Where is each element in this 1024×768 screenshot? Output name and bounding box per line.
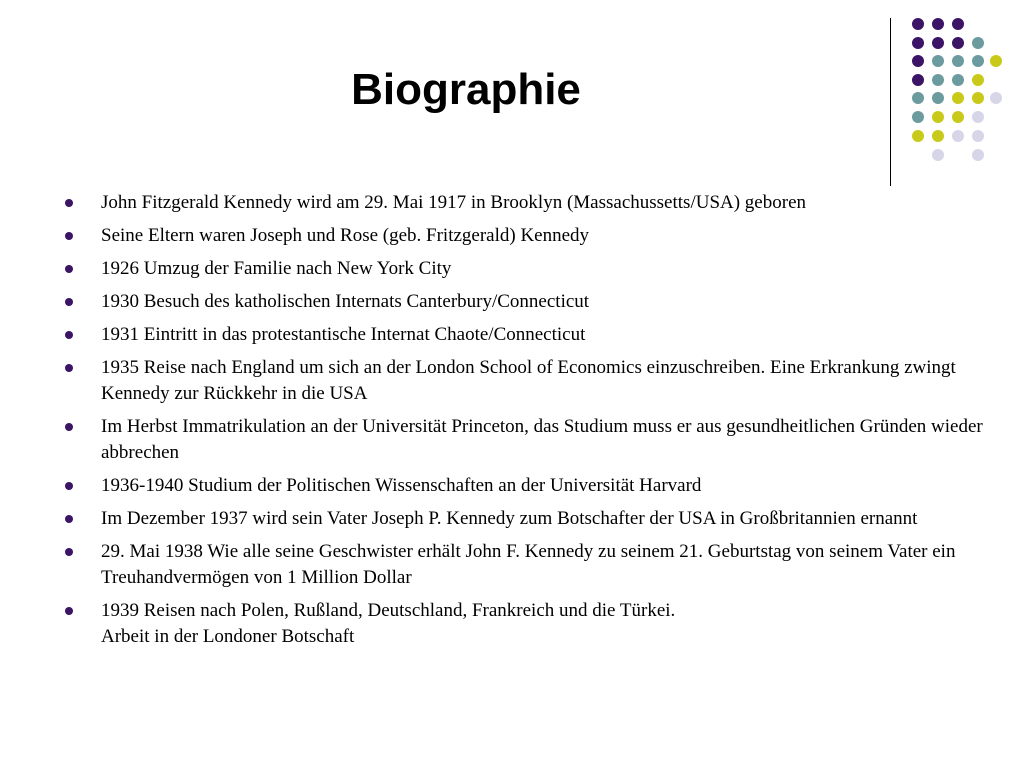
decorative-dot bbox=[952, 37, 964, 49]
bullet-dot-icon bbox=[65, 607, 73, 615]
decorative-dot bbox=[932, 18, 944, 30]
decorative-dot bbox=[952, 55, 964, 67]
decorative-dot bbox=[972, 92, 984, 104]
decorative-dot bbox=[952, 111, 964, 123]
title-divider-line bbox=[890, 18, 891, 186]
bullet-dot-icon bbox=[65, 265, 73, 273]
decorative-dot bbox=[912, 37, 924, 49]
bullet-dot-icon bbox=[65, 482, 73, 490]
bullet-item bbox=[63, 414, 993, 466]
decorative-dot bbox=[990, 55, 1002, 67]
bullet-item bbox=[63, 223, 993, 249]
decorative-dot bbox=[972, 111, 984, 123]
slide-title: Biographie bbox=[351, 65, 581, 114]
decorative-dot bbox=[932, 74, 944, 86]
bullet-item bbox=[63, 506, 993, 532]
decorative-dot bbox=[972, 55, 984, 67]
decorative-dot bbox=[912, 74, 924, 86]
decorative-dot bbox=[932, 111, 944, 123]
decorative-dot bbox=[952, 74, 964, 86]
decorative-dot bbox=[972, 37, 984, 49]
bullet-text: Im Herbst Immatrikulation an der Universität Princeton, das Studium muss er aus gesundheitlichen Gründen wieder abbrechen bbox=[101, 416, 983, 463]
bullet-dot-icon bbox=[65, 199, 73, 207]
bullet-item bbox=[63, 322, 993, 348]
decorative-dot bbox=[932, 149, 944, 161]
decorative-dot bbox=[932, 92, 944, 104]
decorative-dot bbox=[932, 130, 944, 142]
bullet-item bbox=[63, 256, 993, 282]
bullet-text: 1931 Eintritt in das protestantische Internat Chaote/Connecticut bbox=[101, 324, 586, 345]
bullet-dot-icon bbox=[65, 298, 73, 306]
bullet-text: 29. Mai 1938 Wie alle seine Geschwister erhält John F. Kennedy zu seinem 21. Geburtstag von seinem Vater ein Treuhandvermögen von 1 Million Dollar bbox=[101, 541, 956, 588]
decorative-dot bbox=[932, 37, 944, 49]
bullet-item bbox=[63, 190, 993, 216]
decorative-dot bbox=[912, 111, 924, 123]
bullet-item bbox=[63, 355, 993, 407]
decorative-dot bbox=[972, 149, 984, 161]
bullet-item bbox=[63, 598, 993, 650]
bullet-dot-icon bbox=[65, 331, 73, 339]
bullet-dot-icon bbox=[65, 515, 73, 523]
decorative-dot bbox=[932, 55, 944, 67]
bullet-text: Seine Eltern waren Joseph und Rose (geb. Fritzgerald) Kennedy bbox=[101, 225, 590, 246]
decorative-dot bbox=[972, 130, 984, 142]
decorative-dot bbox=[912, 18, 924, 30]
bullet-item bbox=[63, 473, 993, 499]
bullet-text: 1935 Reise nach England um sich an der London School of Economics einzuschreiben. Eine Erkrankung zwingt Kennedy zur Rückkehr in die USA bbox=[101, 357, 956, 404]
bullet-text: 1936-1940 Studium der Politischen Wissenschaften an der Universität Harvard bbox=[101, 475, 702, 496]
bullet-dot-icon bbox=[65, 364, 73, 372]
bullet-text: 1926 Umzug der Familie nach New York City bbox=[101, 258, 452, 279]
bullet-text: Arbeit in der Londoner Botschaft bbox=[101, 626, 355, 647]
decorative-dot bbox=[952, 92, 964, 104]
bullet-text: 1939 Reisen nach Polen, Rußland, Deutschland, Frankreich und die Türkei. bbox=[101, 600, 676, 621]
bullet-text: John Fitzgerald Kennedy wird am 29. Mai 1917 in Brooklyn (Massachussetts/USA) geboren bbox=[101, 192, 807, 213]
bullet-item bbox=[63, 289, 993, 315]
bullet-dot-icon bbox=[65, 232, 73, 240]
decorative-dot bbox=[990, 92, 1002, 104]
bullet-dot-icon bbox=[65, 548, 73, 556]
bullet-list bbox=[63, 190, 993, 657]
bullet-dot-icon bbox=[65, 423, 73, 431]
bullet-item bbox=[63, 539, 993, 591]
decorative-dot bbox=[912, 55, 924, 67]
decorative-dot bbox=[972, 74, 984, 86]
decorative-dot bbox=[912, 92, 924, 104]
decorative-dot bbox=[952, 130, 964, 142]
decorative-dot bbox=[912, 130, 924, 142]
bullet-text: 1930 Besuch des katholischen Internats Canterbury/Connecticut bbox=[101, 291, 590, 312]
bullet-text: Im Dezember 1937 wird sein Vater Joseph P. Kennedy zum Botschafter der USA in Großbritannien ernannt bbox=[101, 508, 918, 529]
decorative-dot bbox=[952, 18, 964, 30]
